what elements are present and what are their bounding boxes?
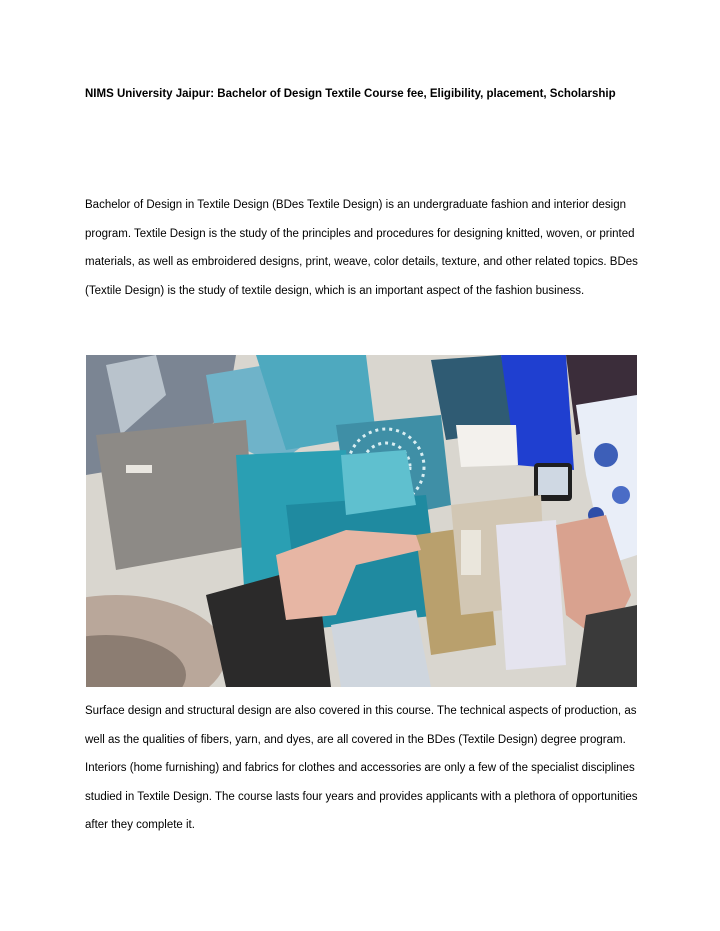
photo-illustration <box>86 355 637 687</box>
document-title: NIMS University Jaipur: Bachelor of Design Textile Course fee, Eligibility, placement, Scholarship <box>85 88 616 100</box>
white-swatch <box>496 520 566 670</box>
textile-swatches-photo <box>86 355 637 687</box>
price-tag <box>456 425 518 467</box>
intro-paragraph: Bachelor of Design in Textile Design (BDes Textile Design) is an undergraduate fashion and interior design program. Textile Design is the study of the principles and procedures for designing knitted, woven, or printed materials, as well as embroidered designs, print, weave, color details, texture, and other related topics. BDes (Textile Design) is the study of textile design, which is an important aspect of the fashion business. <box>85 199 638 297</box>
course-details-paragraph: Surface design and structural design are also covered in this course. The technical aspects of production, as well as the qualities of fibers, yarn, and dyes, are all covered in the BDes (Textile Design) degree program. Interiors (home furnishing) and fabrics for clothes and accessories are only a few of the specialist disciplines studied in Textile Design. The course lasts four years and provides applicants with a plethora of opportunities after they complete it. <box>85 705 638 831</box>
teal-light-fold <box>341 450 416 515</box>
grey-woven-swatch <box>96 420 256 570</box>
